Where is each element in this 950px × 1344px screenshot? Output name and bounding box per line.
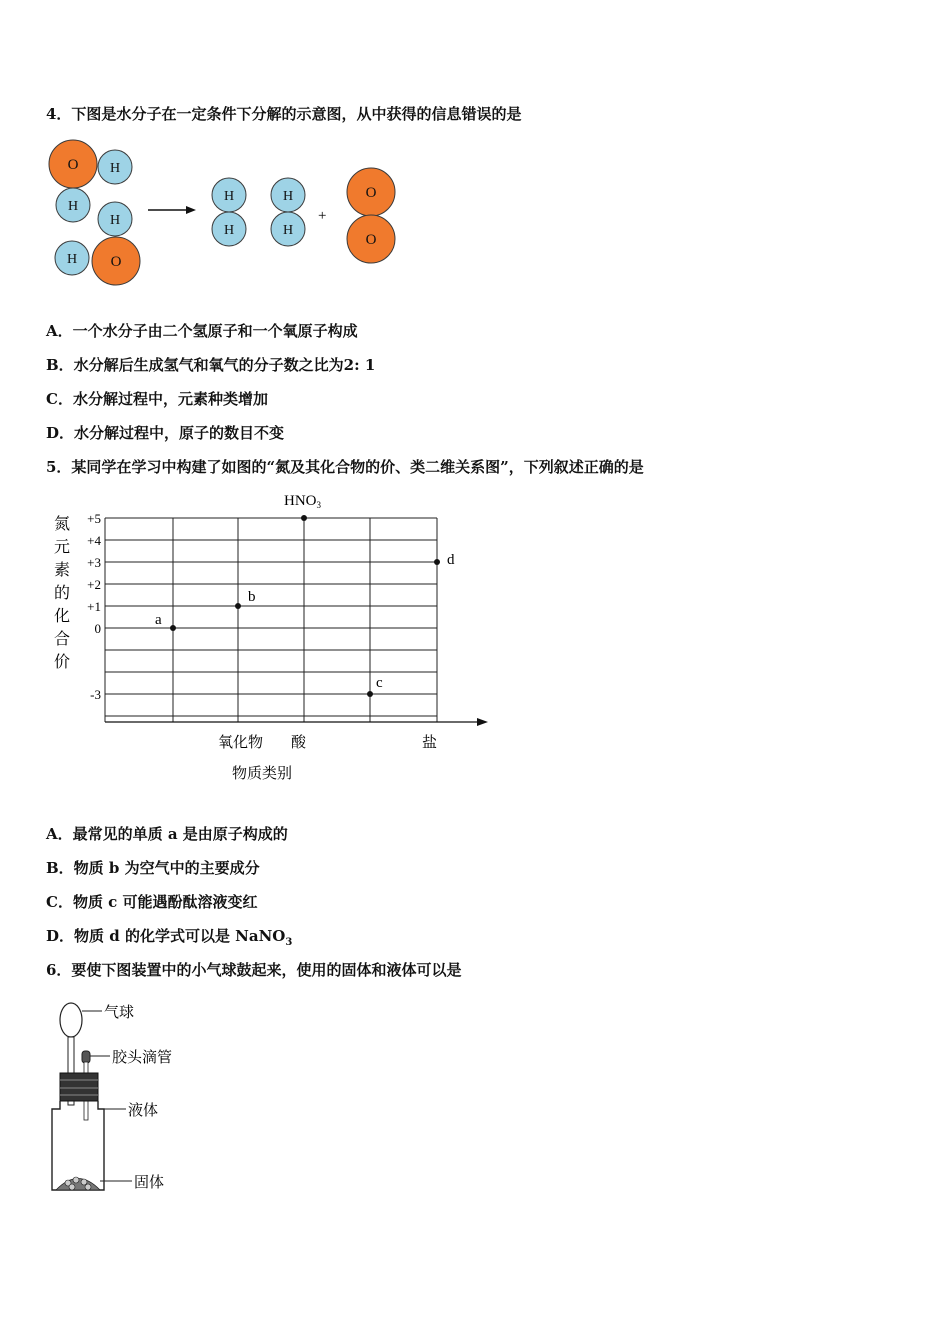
atom-symbol-7: H (223, 223, 235, 238)
y-tick-label: +5 (87, 511, 101, 526)
point-label-a: a (155, 612, 162, 628)
q5-option-d-text: D．物质 d 的化学式可以是 NaNO (46, 927, 286, 945)
balloon-apparatus-diagram (40, 995, 240, 1200)
q5-option-c: C．物质 c 可能遇酚酞溶液变红 (46, 893, 258, 911)
y-tick-label: +2 (87, 577, 101, 592)
label-solid: 固体 (134, 1175, 165, 1191)
xtick-oxide: 氧化物 (218, 735, 264, 751)
data-point-a (170, 625, 176, 631)
y-tick-label: -3 (90, 687, 101, 702)
xtick-salt: 盐 (422, 735, 438, 751)
water-decomposition-diagram (40, 138, 420, 293)
y-axis-label-char: 的 (53, 585, 71, 602)
atom-symbol-2: H (67, 199, 79, 214)
q4-option-d: D．水分解过程中，原子的数目不变 (46, 424, 285, 442)
y-axis-label-char: 素 (53, 562, 71, 579)
data-point-b (235, 603, 241, 609)
label-liquid: 液体 (128, 1103, 159, 1119)
data-point-d (434, 559, 440, 565)
atom-symbol-6: H (223, 189, 235, 204)
atom-symbol-8: H (282, 189, 294, 204)
q5-option-b: B．物质 b 为空气中的主要成分 (46, 859, 260, 877)
q6-stem: 6．要使下图装置中的小气球鼓起来，使用的固体和液体可以是 (46, 961, 462, 979)
balloon-icon (60, 1003, 82, 1037)
q4-option-a: A．一个水分子由二个氢原子和一个氧原子构成 (46, 322, 358, 340)
dropper-bulb-icon (82, 1051, 90, 1063)
plus-sign: + (318, 208, 327, 224)
data-point-c (367, 691, 373, 697)
q5-option-d-subscript: 3 (285, 937, 293, 948)
atom-symbol-5: O (110, 254, 122, 270)
y-axis-label-char: 元 (53, 539, 71, 556)
q5-option-d (46, 925, 292, 948)
atom-symbol-9: H (282, 223, 294, 238)
y-tick-label: 0 (94, 621, 101, 636)
arrow-head-icon (186, 206, 196, 214)
point-label-b: b (248, 589, 256, 605)
y-tick-label: +4 (87, 533, 101, 548)
bottle-body (52, 1101, 104, 1190)
data-point-HNO3 (301, 515, 307, 521)
bottle-stopper (60, 1073, 98, 1101)
atom-symbol-10: O (365, 185, 377, 201)
nitrogen-valence-chart (40, 485, 500, 785)
y-tick-label: +1 (87, 599, 101, 614)
atom-symbol-3: H (109, 213, 121, 228)
y-axis-label-char: 化 (53, 608, 71, 625)
q4-option-c: C．水分解过程中，元素种类增加 (46, 390, 268, 408)
label-balloon: 气球 (104, 1005, 135, 1021)
label-dropper: 胶头滴管 (112, 1050, 173, 1066)
x-axis-arrow-icon (477, 718, 488, 726)
point-label-c: c (376, 675, 383, 691)
q4-stem: 4．下图是水分子在一定条件下分解的示意图，从中获得的信息错误的是 (46, 105, 522, 123)
point-label-HNO3: $HNO_3$ (284, 493, 321, 510)
y-axis-label-char: 合 (53, 631, 71, 648)
y-axis-label-char: 价 (53, 654, 71, 671)
q4-option-b: B．水分解后生成氢气和氧气的分子数之比为2: 1 (46, 356, 376, 374)
xtick-acid: 酸 (291, 735, 307, 751)
q5-option-a: A．最常见的单质 a 是由原子构成的 (46, 825, 288, 843)
y-tick-label: +3 (87, 555, 101, 570)
x-axis-label: 物质类别 (232, 766, 293, 782)
atom-symbol-1: H (109, 161, 121, 176)
y-axis-label-char: 氮 (53, 516, 71, 533)
atom-symbol-0: O (67, 157, 79, 173)
atom-symbol-4: H (66, 252, 78, 267)
atom-symbol-11: O (365, 232, 377, 248)
q5-stem: 5．某同学在学习中构建了如图的“氮及其化合物的价、类二维关系图”，下列叙述正确的是 (46, 458, 644, 476)
point-label-d: d (447, 552, 455, 568)
